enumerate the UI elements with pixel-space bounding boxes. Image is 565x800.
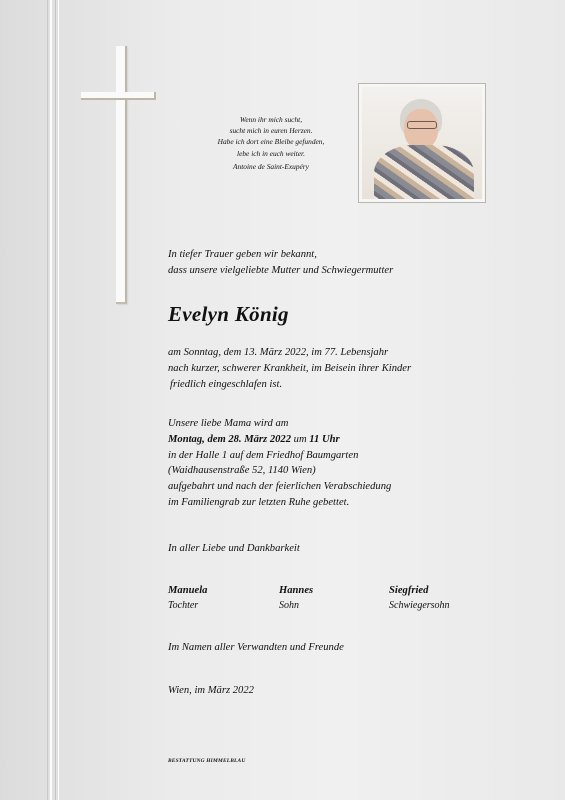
border-line: [50, 0, 52, 800]
service-time: 11 Uhr: [309, 433, 340, 445]
memorial-quote: [196, 114, 346, 172]
quote-author: Antoine de Saint-Exupéry: [233, 161, 309, 171]
quote-line: lebe ich in euch weiter.: [237, 148, 305, 158]
mourner: [389, 584, 450, 613]
mourner-relation: Tochter: [168, 599, 199, 611]
thanks-line: In aller Liebe und Dankbarkeit: [168, 543, 300, 554]
mourner-name: Siegfried: [389, 585, 429, 596]
passing-line: am Sonntag, dem 13. März 2022, im 77. Lebensjahr: [168, 347, 389, 358]
mourner: [168, 584, 207, 613]
mourner: [279, 584, 313, 613]
border-line: [47, 0, 48, 800]
mourner-name: Manuela: [168, 585, 208, 596]
service-line: (Waidhausenstraße 52, 1140 Wien): [168, 465, 316, 477]
intro-line: In tiefer Trauer geben wir bekannt,: [168, 249, 317, 260]
service-line: im Familiengrab zur letzten Ruhe gebettet.: [168, 496, 350, 508]
quote-line: Wenn ihr mich sucht,: [239, 115, 303, 124]
announcement-intro: [168, 247, 393, 279]
passing-details: [168, 345, 411, 392]
service-line: Unsere liebe Mama wird am: [168, 418, 289, 429]
passing-line: friedlich eingeschlafen ist.: [170, 378, 283, 390]
undertaker-name: BESTATTUNG HIMMELBLAU: [168, 758, 246, 764]
border-line: [58, 0, 59, 800]
intro-line: dass unsere vielgeliebte Mutter und Schwiegermutter: [168, 264, 394, 276]
service-date: Montag, dem 28. März 2022: [168, 433, 292, 445]
deceased-name: Evelyn König: [168, 302, 289, 326]
border-line: [55, 0, 56, 800]
place-date: Wien, im März 2022: [168, 685, 254, 696]
passing-line: nach kurzer, schwerer Krankheit, im Beisein ihrer Kinder: [168, 362, 412, 374]
service-date-connector: um: [291, 433, 310, 445]
mourner-relation: Schwiegersohn: [389, 599, 450, 611]
funeral-service-details: [168, 416, 391, 511]
quote-line: Habe ich dort eine Bleibe gefunden,: [217, 137, 325, 147]
service-date-line: [168, 432, 391, 448]
portrait-photo: [358, 83, 486, 203]
mourner-name: Hannes: [279, 585, 314, 596]
mourner-relation: Sohn: [279, 599, 299, 611]
service-line: aufgebahrt und nach der feierlichen Verabschiedung: [168, 481, 392, 493]
quote-line: sucht mich in euren Herzen.: [229, 126, 313, 136]
relatives-line: Im Namen aller Verwandten und Freunde: [168, 642, 344, 653]
service-line: in der Halle 1 auf dem Friedhof Baumgarten: [168, 449, 359, 461]
